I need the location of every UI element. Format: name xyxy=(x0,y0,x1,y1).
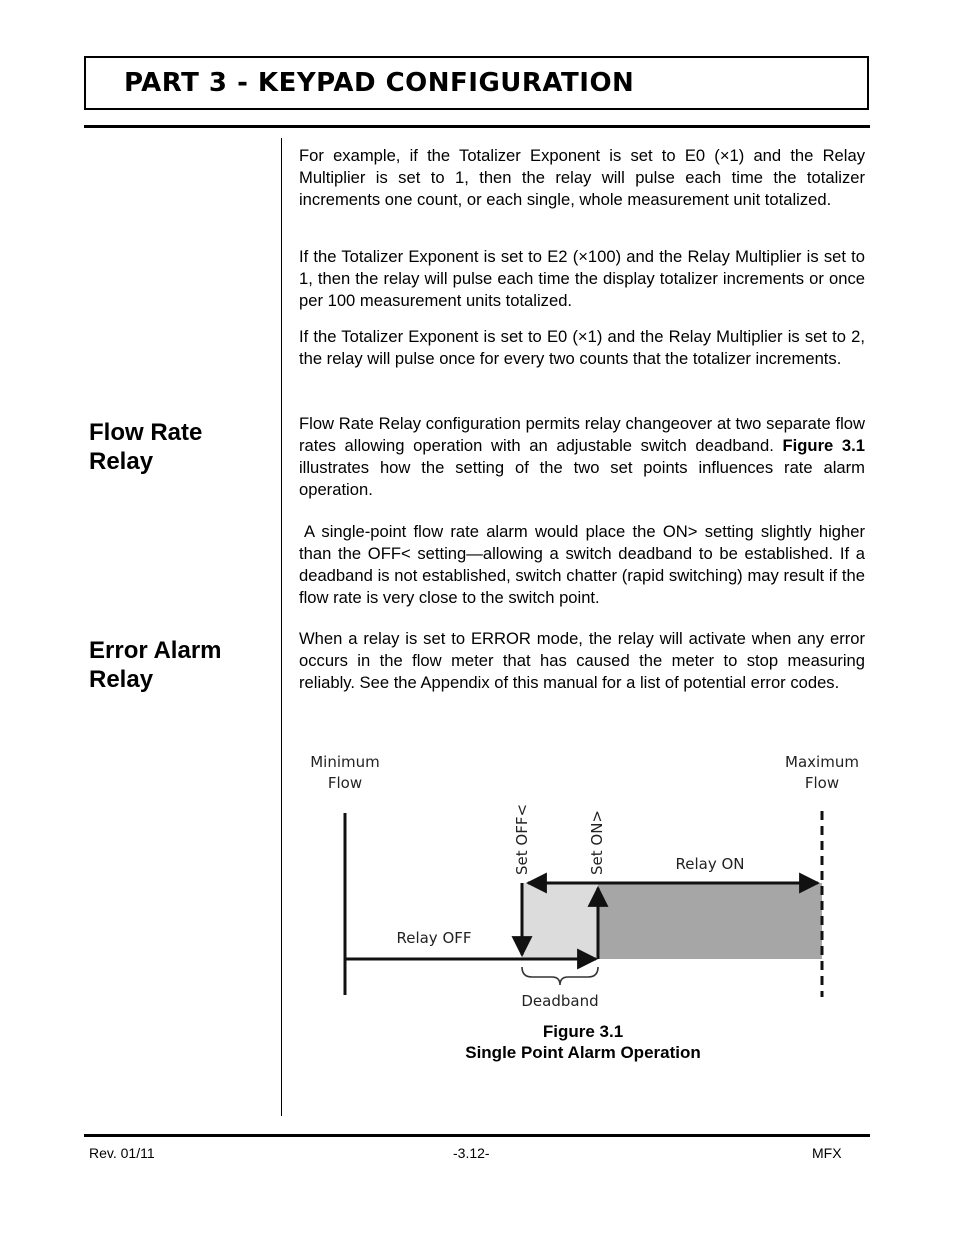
minimum-flow-label-line2: Flow xyxy=(327,774,363,792)
page-title: PART 3 - KEYPAD CONFIGURATION xyxy=(124,68,635,98)
footer-product: MFX xyxy=(812,1145,842,1161)
flow-rate-relay-heading xyxy=(89,418,202,476)
relay-on-region xyxy=(598,883,822,959)
minimum-flow-label-line1: Minimum xyxy=(310,753,380,771)
flow-rate-p1-text-a: Flow Rate Relay configuration permits relay changeover at two separate flow rates allowing operation with an adjustable switch deadband. xyxy=(299,414,865,455)
set-off-label: Set OFF< xyxy=(513,803,531,875)
error-alarm-heading-line1: Error Alarm xyxy=(89,637,222,664)
footer-revision: Rev. 01/11 xyxy=(89,1145,155,1161)
top-rule xyxy=(84,125,870,128)
flow-rate-heading-line2: Relay xyxy=(89,448,154,475)
set-on-label: Set ON> xyxy=(588,810,606,875)
figure-caption-number: Figure 3.1 xyxy=(542,1022,624,1041)
flow-rate-paragraph-2: A single-point flow rate alarm would place the ON> setting slightly higher than the OFF< setting—allowing a switch deadband to be established. If a deadband is not established, switch chatter (rapid switching) may result if the flow rate is very close to the switch point. xyxy=(299,522,865,607)
figure-reference: Figure 3.1 xyxy=(782,436,865,455)
column-divider xyxy=(281,138,282,1116)
deadband-label: Deadband xyxy=(521,992,599,1010)
footer-page-number: -3.12- xyxy=(453,1145,490,1161)
flow-rate-heading-line1: Flow Rate xyxy=(89,419,203,446)
maximum-flow-label-line1: Maximum xyxy=(785,753,859,771)
bottom-rule xyxy=(84,1134,870,1137)
error-alarm-relay-heading xyxy=(89,636,222,694)
relay-off-label: Relay OFF xyxy=(396,929,472,947)
intro-paragraph-2: If the Totalizer Exponent is set to E2 (×100) and the Relay Multiplier is set to 1, then the relay will pulse each time the display totalizer increments or once per 100 measurement units totalized. xyxy=(299,247,865,310)
intro-paragraph-1: For example, if the Totalizer Exponent is set to E0 (×1) and the Relay Multiplier is set to 1, then the relay will pulse each time the totalizer increments one count, or each single, whole measurement unit totalized. xyxy=(299,146,865,209)
relay-on-label: Relay ON xyxy=(675,855,745,873)
error-alarm-paragraph: When a relay is set to ERROR mode, the relay will activate when any error occurs in the flow meter that has caused the meter to stop measuring reliably. See the Appendix of this manual for a list of potential error codes. xyxy=(299,629,865,692)
intro-paragraph-3: If the Totalizer Exponent is set to E0 (×1) and the Relay Multiplier is set to 2, the relay will pulse once for every two counts that the totalizer increments. xyxy=(299,327,865,368)
error-alarm-heading-line2: Relay xyxy=(89,666,154,693)
single-point-alarm-diagram xyxy=(300,745,860,1015)
flow-rate-p1-text-b: illustrates how the setting of the two set points influences rate alarm operation. xyxy=(299,458,865,499)
deadband-region xyxy=(522,883,598,959)
figure-caption-title: Single Point Alarm Operation xyxy=(465,1043,701,1062)
deadband-brace xyxy=(522,967,598,985)
flow-rate-paragraph-1 xyxy=(299,413,865,501)
maximum-flow-label-line2: Flow xyxy=(804,774,840,792)
